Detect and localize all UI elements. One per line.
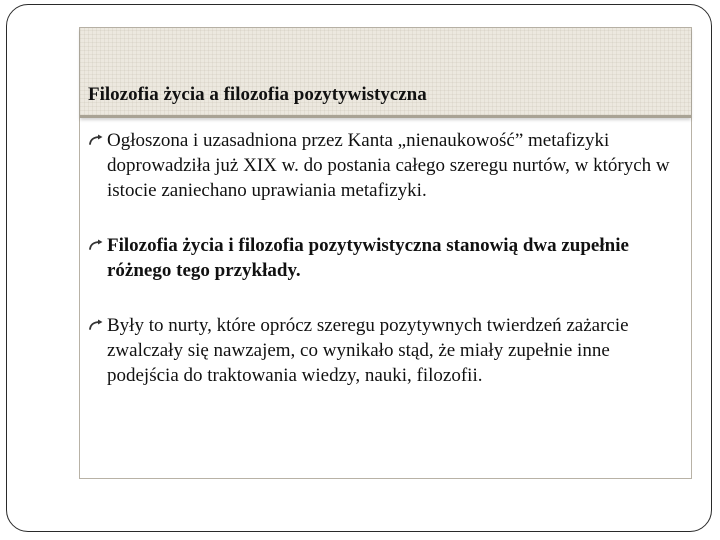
bullet-text: Ogłoszona i uzasadniona przez Kanta „nienaukowość” metafizyki doprowadziła już XIX w. do postania całego szeregu nurtów, w których w istocie zaniechano uprawiania metafizyki. [107, 130, 670, 201]
bullet-list [88, 128, 678, 388]
title-bar [80, 28, 691, 118]
bullet-item [88, 128, 678, 203]
bullet-item [88, 233, 678, 283]
curved-arrow-bullet-icon [88, 239, 104, 251]
curved-arrow-bullet-icon [88, 319, 104, 331]
slide-frame [6, 4, 712, 532]
curved-arrow-bullet-icon [88, 134, 104, 146]
bullet-item [88, 313, 678, 388]
bullet-text: Filozofia życia i filozofia pozytywistyczna stanowią dwa zupełnie różnego tego przykłady. [107, 235, 629, 281]
slide-title: Filozofia życia a filozofia pozytywistyczna [88, 84, 427, 105]
content-box [79, 27, 692, 479]
bullet-text: Były to nurty, które oprócz szeregu pozytywnych twierdzeń zażarcie zwalczały się nawzajem, co wynikało stąd, że miały zupełnie inne podejścia do traktowania wiedzy, nauki, filozofii. [107, 315, 629, 386]
